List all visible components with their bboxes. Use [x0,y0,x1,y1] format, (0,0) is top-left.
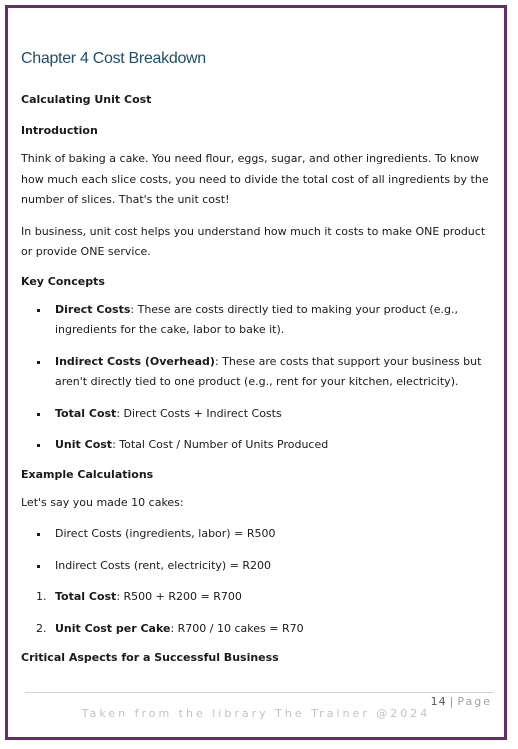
key-concepts-list [21,300,494,456]
concept-term: Indirect Costs (Overhead) [55,354,215,368]
concept-text: : These are costs that support your business but aren't directly tied to one product (e.g., rent for your kitchen, electricity). [55,354,482,388]
key-concepts-heading: Key Concepts [21,274,105,288]
footer-watermark: Taken from the library The Trainer @2024 [81,707,431,720]
intro-paragraph: In business, unit cost helps you understand how much it costs to make ONE product or provide ONE service. [21,224,486,258]
list-item [21,352,494,393]
step-term: Unit Cost per Cake [55,621,171,635]
chapter-title: Chapter 4 Cost Breakdown [21,50,206,67]
concept-term: Direct Costs [55,302,131,316]
concept-text: : Direct Costs + Indirect Costs [116,406,282,420]
step-text: : R500 + R200 = R700 [116,590,242,603]
step-text: : R700 / 10 cakes = R70 [170,621,304,635]
example-heading: Example Calculations [21,467,154,481]
page-number-value: 14 [430,695,447,708]
list-item: Indirect Costs (rent, electricity) = R200 [21,556,494,577]
page-label: Page [457,695,492,708]
example-bullets [21,524,494,576]
section-title: Calculating Unit Cost [21,93,152,106]
step-term: Total Cost [55,590,117,603]
step-number: 1. [36,590,47,603]
document-page [5,5,507,740]
concept-term: Unit Cost [55,438,113,451]
concept-term: Total Cost [55,406,117,420]
concept-text: : These are costs directly tied to making your product (e.g., ingredients for the cake, labor to bake it). [55,302,458,336]
page-separator: | [449,695,455,708]
concept-text: : Total Cost / Number of Units Produced [112,438,329,451]
critical-heading: Critical Aspects for a Successful Business [21,651,279,664]
list-item [21,300,494,341]
page-body [21,50,494,665]
step-number: 2. [36,621,47,635]
intro-heading: Introduction [21,124,98,137]
list-item [21,435,494,456]
example-intro: Let's say you made 10 cakes: [21,495,184,509]
list-item [21,587,494,608]
list-item [21,404,494,425]
list-item: Direct Costs (ingredients, labor) = R500 [21,524,494,545]
list-item [21,619,494,640]
example-steps [21,587,494,639]
footer-divider [25,692,494,693]
intro-paragraph: Think of baking a cake. You need flour, eggs, sugar, and other ingredients. To know how much each slice costs, you need to divide the total cost of all ingredients by the number of slices. That's the unit cost! [21,152,489,206]
